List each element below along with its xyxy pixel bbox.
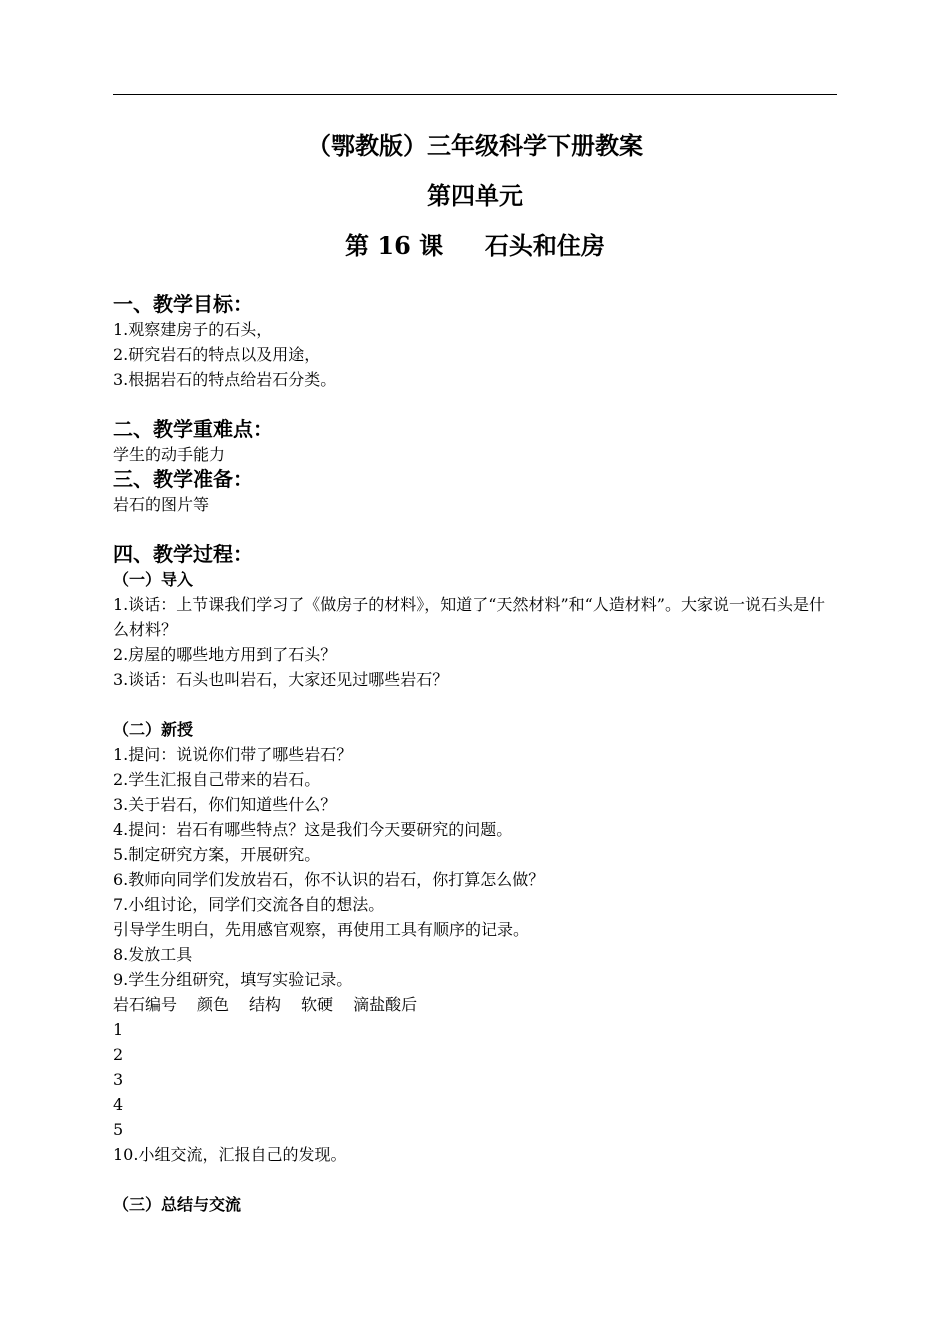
preparation-text: 岩石的图片等	[113, 495, 210, 514]
table-row: 4	[113, 1095, 124, 1114]
table-header-cell: 岩石编号	[113, 995, 178, 1014]
new-lesson-item: 1.提问：说说你们带了哪些岩石？	[113, 745, 353, 764]
new-lesson-heading: （二）新授	[113, 720, 194, 739]
table-header-cell: 软硬	[301, 995, 334, 1014]
new-lesson-item: 7.小组讨论，同学们交流各自的想法。	[113, 895, 385, 914]
preparation-heading: 三、教学准备：	[113, 467, 253, 491]
new-lesson-item: 3.关于岩石，你们知道些什么？	[113, 795, 337, 814]
key-points-text: 学生的动手能力	[113, 445, 226, 464]
new-lesson-item: 4.提问：岩石有哪些特点？这是我们今天要研究的问题。	[113, 820, 513, 839]
table-header-cell: 颜色	[197, 995, 230, 1014]
new-lesson-item: 5.制定研究方案，开展研究。	[113, 845, 321, 864]
new-lesson-item: 2.学生汇报自己带来的岩石。	[113, 770, 321, 789]
header-rule	[113, 94, 837, 95]
table-row: 2	[113, 1045, 124, 1064]
summary-heading: （三）总结与交流	[113, 1195, 242, 1214]
intro-heading: （一）导入	[113, 570, 194, 589]
unit-title: 第四单元	[427, 181, 523, 210]
objectives-heading: 一、教学目标：	[113, 292, 253, 316]
table-row: 3	[113, 1070, 124, 1089]
document-title: （鄂教版）三年级科学下册教案	[307, 131, 643, 160]
objective-item: 1.观察建房子的石头，	[113, 320, 273, 339]
new-lesson-item: 引导学生明白，先用感官观察，再使用工具有顺序的记录。	[113, 920, 530, 939]
key-points-heading: 二、教学重难点：	[113, 417, 273, 441]
table-row: 5	[113, 1120, 124, 1139]
document-body	[113, 130, 837, 1217]
new-lesson-item: 9.学生分组研究，填写实验记录。	[113, 970, 353, 989]
lesson-title: 第 16 课 石头和住房	[345, 231, 605, 260]
objective-item: 2.研究岩石的特点以及用途，	[113, 345, 321, 364]
intro-item: 3.谈话：石头也叫岩石，大家还见过哪些岩石？	[113, 670, 449, 689]
table-row: 1	[113, 1020, 124, 1039]
intro-item: 1.谈话：上节课我们学习了《做房子的材料》，知道了“天然材料”和“人造材料”。大家说一说石头是什么材料？	[113, 595, 825, 639]
new-lesson-item: 6.教师向同学们发放岩石，你不认识的岩石，你打算怎么做？	[113, 870, 545, 889]
objective-item: 3.根据岩石的特点给岩石分类。	[113, 370, 337, 389]
process-heading: 四、教学过程：	[113, 542, 253, 566]
new-lesson-closing: 10.小组交流，汇报自己的发现。	[113, 1145, 347, 1164]
table-header-cell: 滴盐酸后	[353, 995, 418, 1014]
intro-item: 2.房屋的哪些地方用到了石头？	[113, 645, 337, 664]
new-lesson-item: 8.发放工具	[113, 945, 193, 964]
record-table-header	[113, 992, 837, 1017]
table-header-cell: 结构	[249, 995, 282, 1014]
